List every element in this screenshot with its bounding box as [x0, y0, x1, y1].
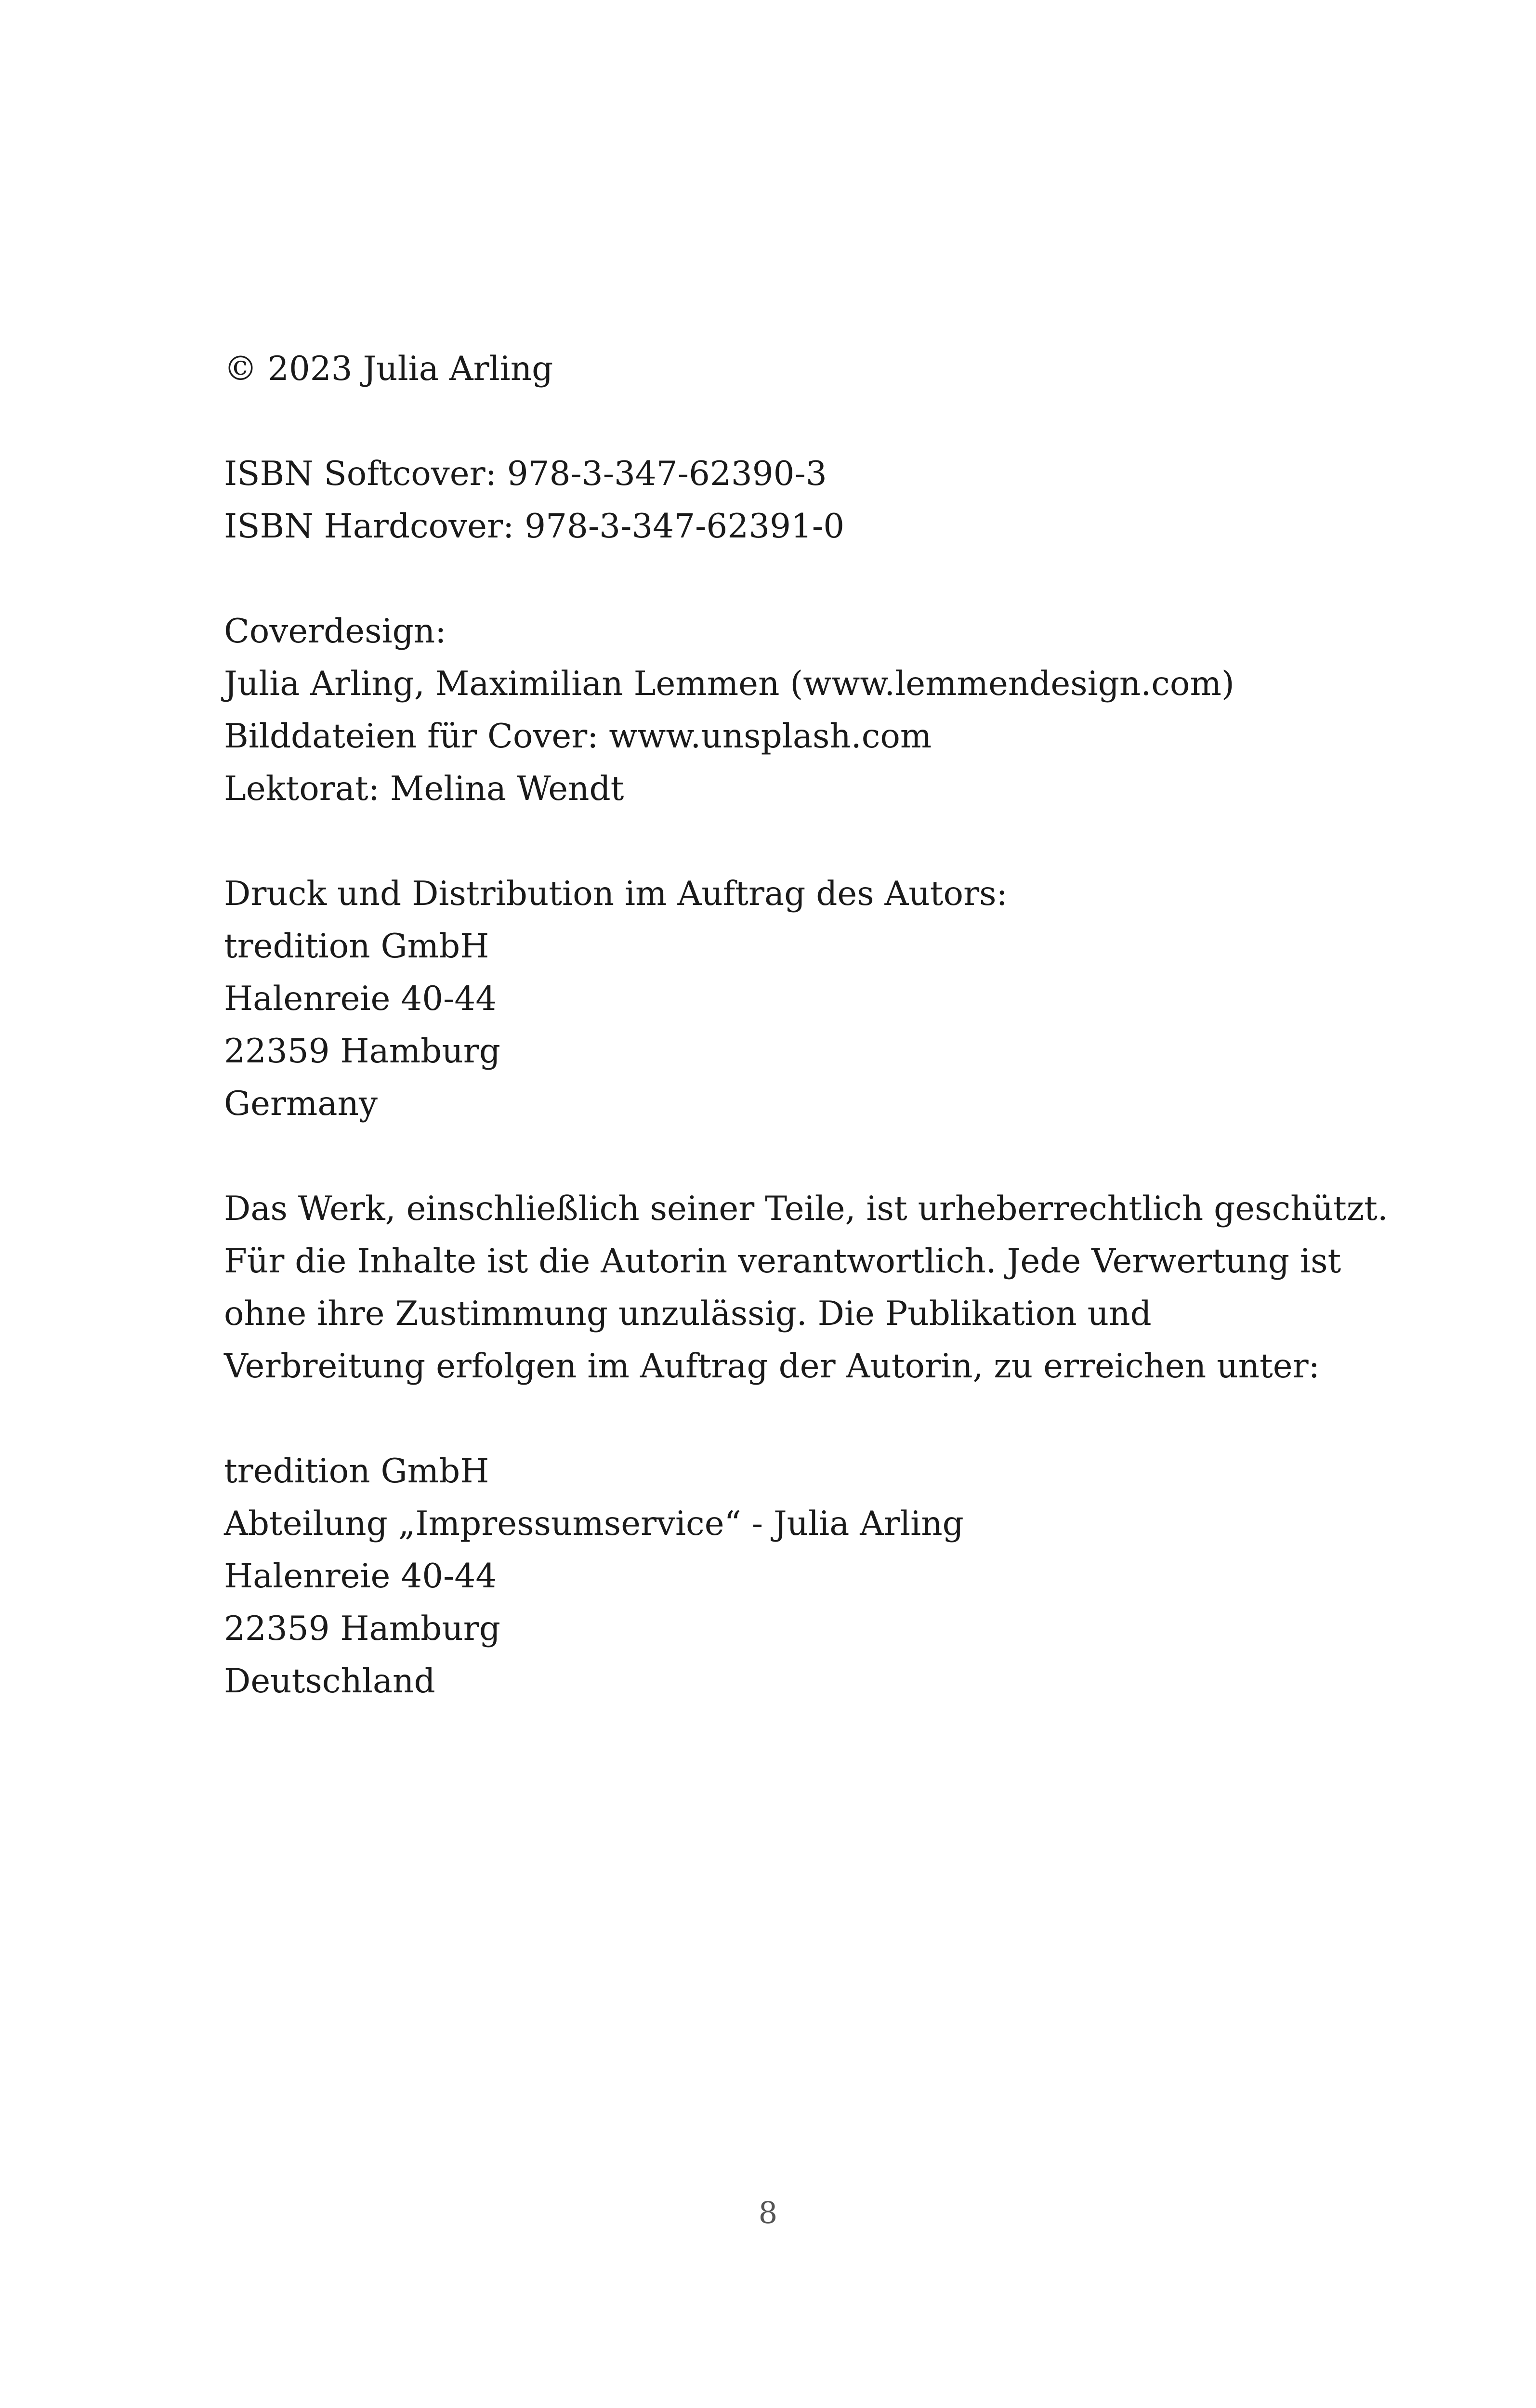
legal-notice-line: Verbreitung erfolgen im Auftrag der Autorin, zu erreichen unter:: [224, 1347, 1320, 1386]
isbn-hardcover: ISBN Hardcover: 978-3-347-62391-0: [224, 507, 845, 546]
coverdesign-label: Coverdesign:: [224, 612, 446, 651]
cover-images-credit: Bilddateien für Cover: www.unsplash.com: [224, 717, 932, 756]
legal-notice-block: [224, 1183, 1388, 1393]
contact-address-block: [224, 1445, 1332, 1708]
copyright-line: © 2023 Julia Arling: [224, 350, 553, 388]
contact-address-line: Abteilung „Impressumservice“ - Julia Arling: [224, 1505, 964, 1543]
isbn-softcover: ISBN Softcover: 978-3-347-62390-3: [224, 455, 827, 493]
editing-credit: Lektorat: Melina Wendt: [224, 770, 624, 808]
credits-block: [224, 605, 1332, 815]
contact-address-line: Deutschland: [224, 1662, 435, 1701]
legal-notice-line: Das Werk, einschließlich seiner Teile, ist urheberrechtlich geschützt.: [224, 1190, 1388, 1228]
contact-address-line: 22359 Hamburg: [224, 1610, 500, 1648]
printer-intro: Druck und Distribution im Auftrag des Autors:: [224, 875, 1008, 913]
legal-notice-line: Für die Inhalte ist die Autorin verantwortlich. Jede Verwertung ist: [224, 1242, 1341, 1281]
copyright-block: [224, 343, 1332, 395]
isbn-block: [224, 448, 1332, 553]
printer-address-line: Halenreie 40-44: [224, 980, 497, 1018]
printer-block: [224, 868, 1332, 1130]
printer-address-line: 22359 Hamburg: [224, 1032, 500, 1071]
page-number: 8: [758, 2195, 778, 2230]
coverdesign-value: Julia Arling, Maximilian Lemmen (www.lemmendesign.com): [224, 665, 1234, 703]
contact-address-line: tredition GmbH: [224, 1452, 489, 1491]
contact-address-line: Halenreie 40-44: [224, 1557, 497, 1596]
imprint-content: [224, 343, 1388, 1760]
printer-address-line: Germany: [224, 1085, 378, 1123]
legal-notice-line: ohne ihre Zustimmung unzulässig. Die Publikation und: [224, 1295, 1152, 1333]
printer-address-line: tredition GmbH: [224, 927, 489, 966]
